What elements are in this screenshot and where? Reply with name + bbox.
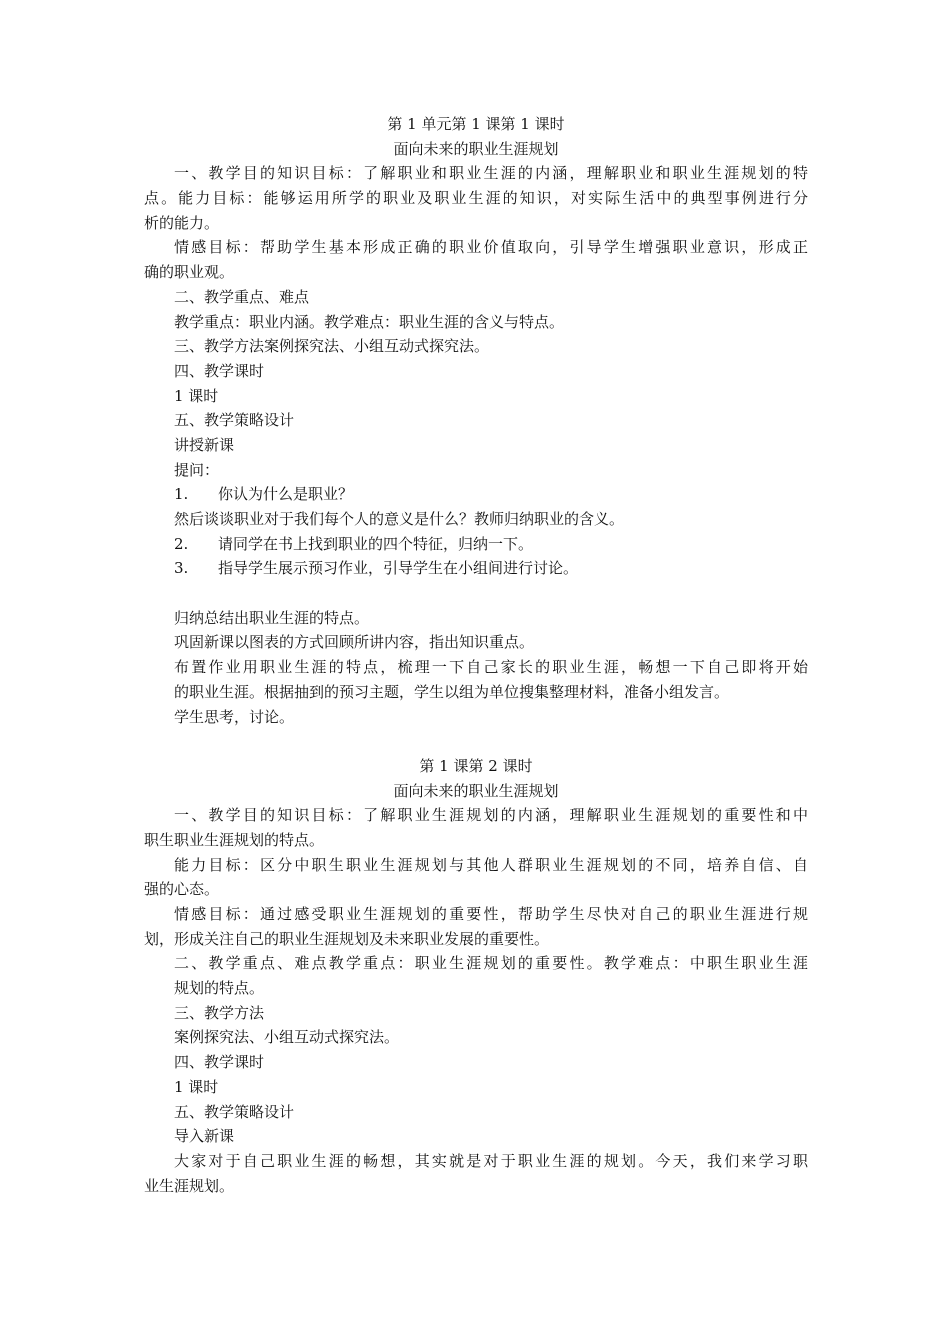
list-text: 指导学生展示预习作业，引导学生在小组间进行讨论。 — [218, 559, 579, 578]
lesson1-students: 学生思考，讨论。 — [174, 707, 295, 726]
list-number: 1. — [174, 485, 189, 504]
lesson1-ability-objective: 点。能力目标：能够运用所学的职业及职业生涯的知识，对实际生活中的典型事例进行分 — [144, 189, 808, 208]
list-text: 请同学在书上找到职业的四个特征，归纳一下。 — [218, 534, 534, 553]
lesson1-question-2 — [144, 532, 808, 557]
lesson1-hours: 1 课时 — [174, 386, 219, 405]
lesson1-hours-heading: 四、教学课时 — [174, 361, 265, 380]
lesson2-intro-end: 业生涯规划。 — [144, 1176, 235, 1195]
list-number: 3. — [174, 559, 189, 578]
lesson2-method: 案例探究法、小组互动式探究法。 — [174, 1028, 400, 1047]
lesson1-question-1 — [144, 482, 808, 507]
list-text: 你认为什么是职业？ — [218, 485, 354, 504]
lesson2-ability-objective-end: 强的心态。 — [144, 880, 220, 899]
lesson2-key-points-end: 规划的特点。 — [174, 979, 265, 998]
lesson2-intro-heading: 导入新课 — [174, 1127, 235, 1146]
lesson1-summary: 归纳总结出职业生涯的特点。 — [174, 608, 370, 627]
lesson1-question-3 — [144, 556, 808, 581]
lesson1-question-label: 提问： — [174, 460, 220, 479]
lesson2-hours-heading: 四、教学课时 — [174, 1053, 265, 1072]
lesson1-homework: 布置作业用职业生涯的特点，梳理一下自己家长的职业生涯，畅想一下自己即将开始 — [174, 658, 808, 677]
lesson1-key-text: 教学重点：职业内涵。教学难点：职业生涯的含义与特点。 — [174, 312, 565, 331]
lesson2-key-points: 二、教学重点、难点教学重点：职业生涯规划的重要性。教学难点：中职生职业生涯 — [174, 954, 808, 973]
list-number: 2. — [174, 534, 189, 553]
lesson1-title: 面向未来的职业生涯规划 — [393, 139, 559, 158]
lesson1-new-lesson: 讲授新课 — [174, 435, 235, 454]
lesson2-knowledge-objective-end: 职生职业生涯规划的特点。 — [144, 830, 325, 849]
lesson1-key-heading: 二、教学重点、难点 — [174, 287, 310, 306]
lesson2-knowledge-objective: 一、教学目的知识目标：了解职业生涯规划的内涵，理解职业生涯规划的重要性和中 — [174, 806, 808, 825]
lesson1-knowledge-objective: 一、教学目的知识目标：了解职业和职业生涯的内涵，理解职业和职业生涯规划的特 — [174, 164, 808, 183]
lesson1-objective-end: 析的能力。 — [144, 213, 220, 232]
lesson1-consolidate: 巩固新课以图表的方式回顾所讲内容，指出知识重点。 — [174, 633, 535, 652]
spacer — [144, 581, 808, 606]
lesson1-method: 三、教学方法案例探究法、小组互动式探究法。 — [174, 337, 490, 356]
document-body — [144, 112, 808, 1198]
lesson2-emotion-objective: 情感目标：通过感受职业生涯规划的重要性，帮助学生尽快对自己的职业生涯进行规 — [174, 905, 808, 923]
lesson1-emotion-objective: 情感目标：帮助学生基本形成正确的职业价值取向，引导学生增强职业意识，形成正 — [174, 238, 808, 257]
lesson2-intro: 大家对于自己职业生涯的畅想，其实就是对于职业生涯的规划。今天，我们来学习职 — [174, 1151, 808, 1170]
lesson2-strategy-heading: 五、教学策略设计 — [174, 1102, 295, 1121]
lesson2-ability-objective: 能力目标：区分中职生职业生涯规划与其他人群职业生涯规划的不同，培养自信、自 — [174, 855, 808, 874]
lesson1-emotion-objective-end: 确的职业观。 — [144, 263, 235, 282]
lesson1-heading: 第 1 单元第 1 课第 1 课时 — [387, 115, 565, 133]
lesson2-title: 面向未来的职业生涯规划 — [393, 781, 559, 800]
spacer — [144, 729, 808, 754]
lesson2-hours: 1 课时 — [174, 1077, 219, 1096]
lesson2-method-heading: 三、教学方法 — [174, 1003, 265, 1022]
lesson2-heading: 第 1 课第 2 课时 — [419, 756, 533, 775]
lesson1-question-1-follow: 然后谈谈职业对于我们每个人的意义是什么？教师归纳职业的含义。 — [174, 510, 625, 528]
lesson1-homework-end: 的职业生涯。根据抽到的预习主题，学生以组为单位搜集整理材料，准备小组发言。 — [174, 682, 730, 701]
lesson1-strategy-heading: 五、教学策略设计 — [174, 411, 295, 430]
lesson2-emotion-objective-end: 划，形成关注自己的职业生涯规划及未来职业发展的重要性。 — [144, 929, 550, 948]
